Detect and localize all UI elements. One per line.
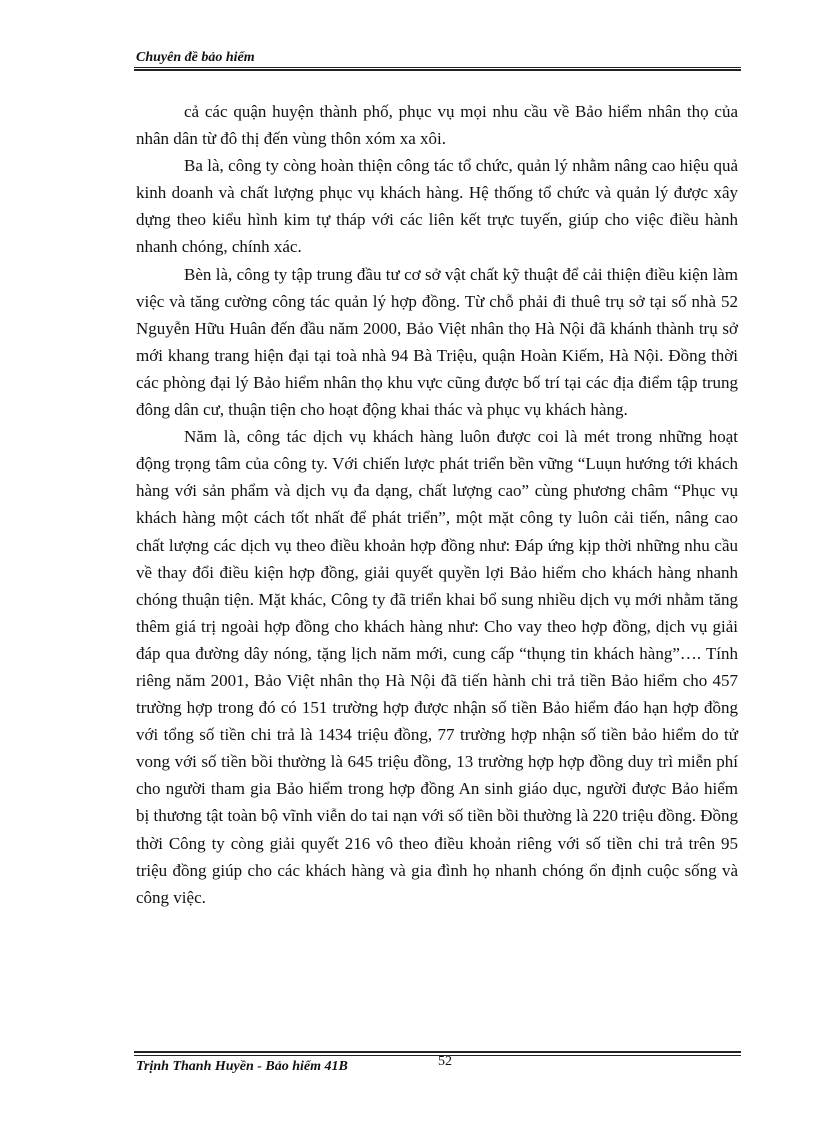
paragraph: Năm là, công tác dịch vụ khách hàng luôn được coi là mét trong những hoạt động trọng tâm của công ty. Với chiến lược phát triển bền vững “Luụn hướng tới khách hàng với sản phẩm và dịch vụ đa dạng, chất lượng cao” cùng phương châm “Phục vụ khách hàng một cách tốt nhất để phát triển”, một mặt công ty luôn cải tiến, nâng cao chất lượng các dịch vụ theo điều khoản hợp đồng như: Đáp ứng kịp thời những nhu cầu về thay đổi điều kiện hợp đồng, giải quyết quyền lợi Bảo hiểm cho khách hàng nhanh chóng thuận tiện. Mặt khác, Công ty đã triển khai bổ sung nhiều dịch vụ mới nhằm tăng thêm giá trị ngoài hợp đồng cho khách hàng như: Cho vay theo hợp đồng, dịch vụ giải đáp qua đường dây nóng, tặng lịch năm mới, cung cấp “thụng tin khách hàng”…. Tính riêng năm 2001, Bảo Việt nhân thọ Hà Nội đã tiến hành chi trả tiền Bảo hiểm cho 457 trường hợp trong đó có 151 trường hợp được nhận số tiền Bảo hiểm đáo hạn hợp đồng với tổng số tiền chi trả là 1434 triệu đồng, 77 trường hợp nhận số tiền bảo hiểm do tử vong với số tiền bồi thường là 645 triệu đồng, 13 trường hợp hợp đồng duy trì miễn phí cho người tham gia Bảo hiểm trong hợp đồng An sinh giáo dục, người được Bảo hiểm bị thương tật toàn bộ vĩnh viễn do tai nạn với số tiền bồi thường là 220 triệu đồng. Đồng thời Công ty còng giải quyết 216 vô theo điều khoản riêng với số tiền chi trả trên 95 triệu đồng giúp cho các khách hàng và gia đình họ nhanh chóng ổn định cuộc sống và công việc. [136,427,738,907]
header-divider-thick [134,69,741,71]
footer-divider-thick [134,1051,741,1053]
running-header-title: Chuyên đề bảo hiểm [136,50,255,65]
footer-author: Trịnh Thanh Huyền - Bảo hiểm 41B [136,1059,348,1074]
paragraph: Bèn là, công ty tập trung đầu tư cơ sở vật chất kỹ thuật để cải thiện điều kiện làm việc và tăng cường công tác quản lý hợp đồng. Từ chỗ phải đi thuê trụ sở tại số nhà 52 Nguyễn Hữu Huân đến đầu năm 2000, Bảo Việt nhân thọ Hà Nội đã khánh thành trụ sở mới khang trang hiện đại tại toà nhà 94 Bà Triệu, quận Hoàn Kiếm, Hà Nội. Đồng thời các phòng đại lý Bảo hiểm nhân thọ khu vực cũng được bố trí tại các địa điểm tập trung đông dân cư, thuận tiện cho hoạt động khai thác và phục vụ khách hàng. [136,264,738,420]
paragraph: Ba là, công ty còng hoàn thiện công tác tổ chức, quản lý nhằm nâng cao hiệu quả kinh doanh và chất lượng phục vụ khách hàng. Hệ thống tổ chức và quản lý được xây dựng theo kiểu hình kim tự tháp với các liên kết trực tuyến, giúp cho việc điều hành nhanh chóng, chính xác. [136,156,738,257]
paragraph: cả các quận huyện thành phố, phục vụ mọi nhu cầu về Bảo hiểm nhân thọ của nhân dân từ đô thị đến vùng thôn xóm xa xôi. [136,102,738,149]
header-divider [134,67,741,68]
body-text [136,98,738,911]
page-number: 52 [438,1054,452,1069]
